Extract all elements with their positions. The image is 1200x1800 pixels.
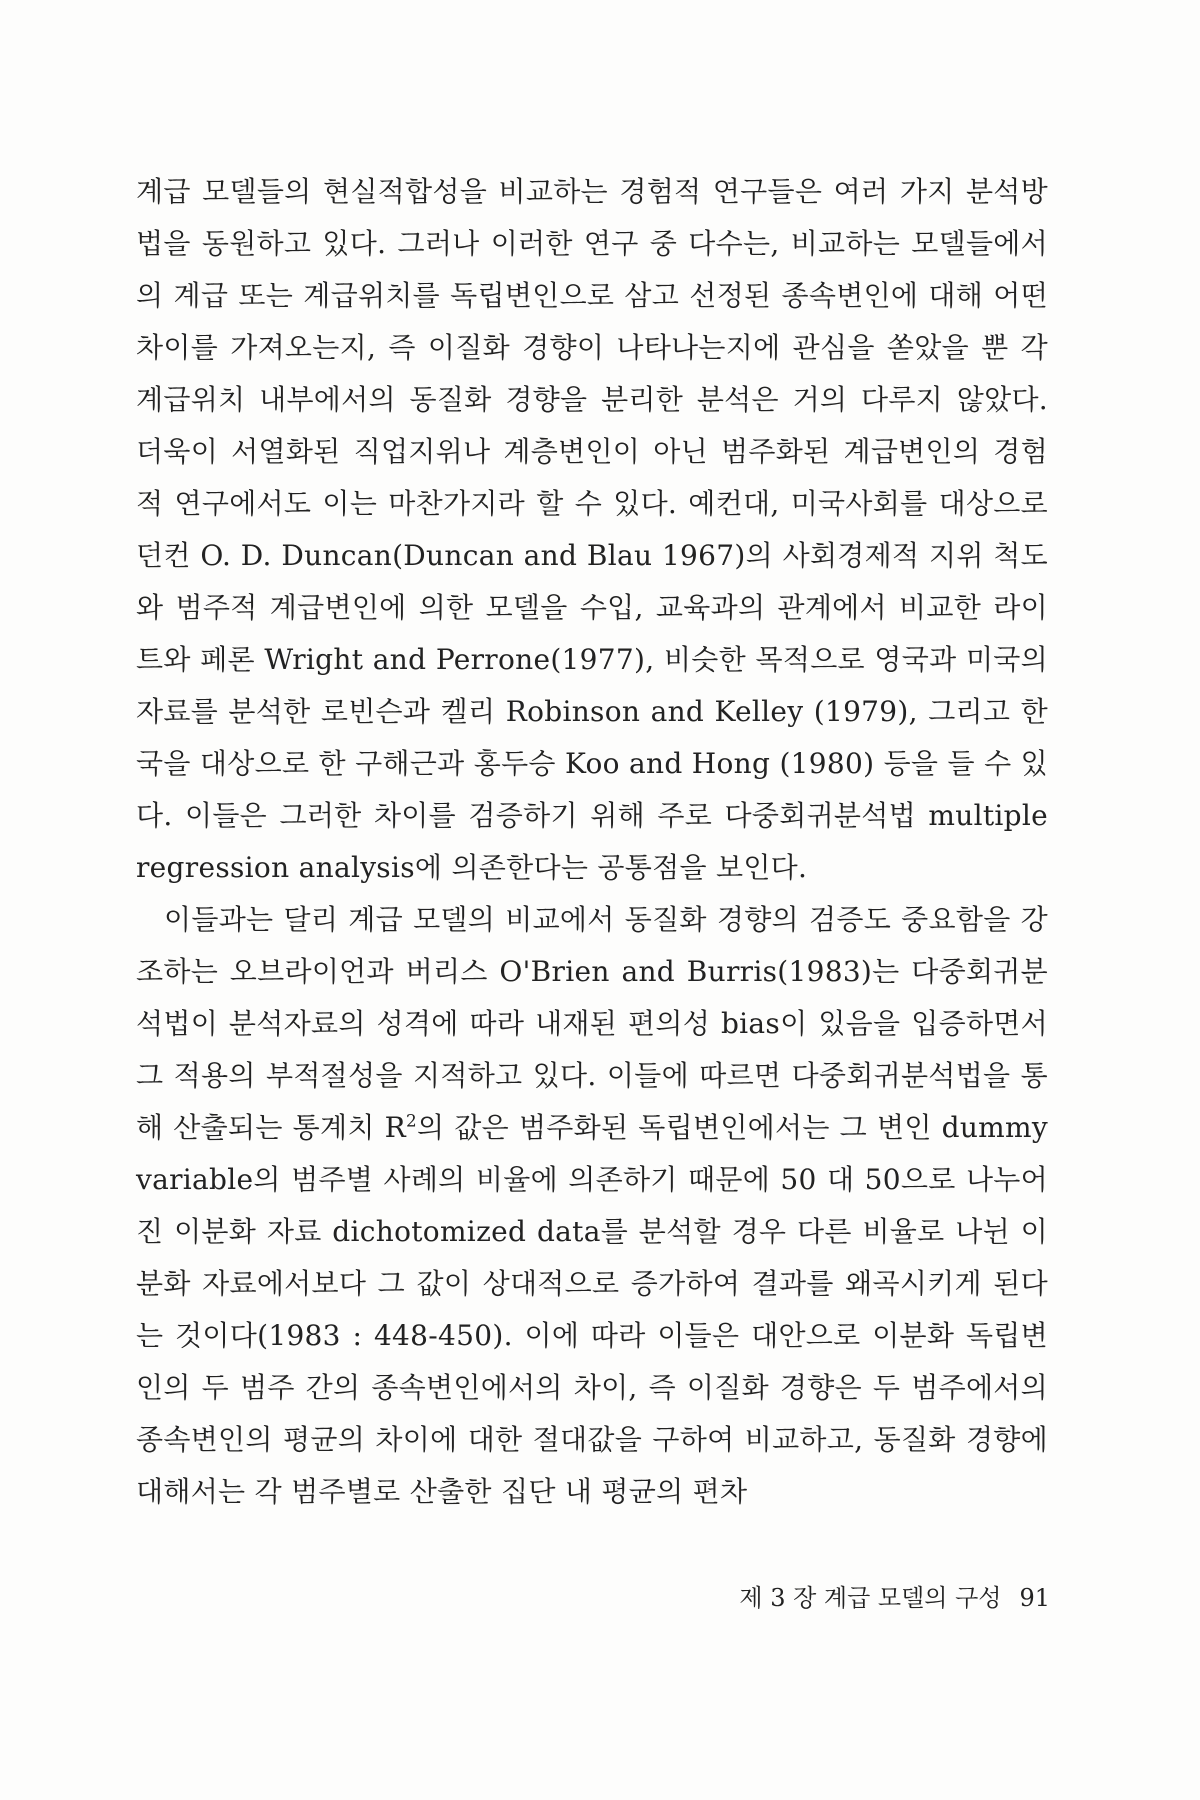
superscript-2: 2 bbox=[406, 1110, 417, 1131]
page-footer bbox=[660, 1578, 1050, 1613]
body-text bbox=[136, 166, 1048, 1518]
page-number: 91 bbox=[1019, 1584, 1050, 1612]
paragraph-2 bbox=[136, 894, 1048, 1518]
paragraph-2-text-a: 이들과는 달리 계급 모델의 비교에서 동질화 경향의 검증도 중요함을 강조하는 오브라이언과 버리스 O'Brien and Burris(1983)는 다중회귀분석법이 분석자료의 성격에 따라 내재된 편의성 bias이 있음을 입증하면서 그 적용의 부적절성을 지적하고 있다. 이들에 따르면 다중회귀분석법을 통해 산출되는 통계치 R bbox=[136, 903, 1048, 1144]
paragraph-1: 계급 모델들의 현실적합성을 비교하는 경험적 연구들은 여러 가지 분석방법을 동원하고 있다. 그러나 이러한 연구 중 다수는, 비교하는 모델들에서의 계급 또는 계급위치를 독립변인으로 삼고 선정된 종속변인에 대해 어떤 차이를 가져오는지, 즉 이질화 경향이 나타나는지에 관심을 쏟았을 뿐 각 계급위치 내부에서의 동질화 경향을 분리한 분석은 거의 다루지 않았다. 더욱이 서열화된 직업지위나 계층변인이 아닌 범주화된 계급변인의 경험적 연구에서도 이는 마찬가지라 할 수 있다. 예컨대, 미국사회를 대상으로 던컨 O. D. Duncan(Duncan and Blau 1967)의 사회경제적 지위 척도와 범주적 계급변인에 의한 모델을 수입, 교육과의 관계에서 비교한 라이트와 페론 Wright and Perrone(1977), 비슷한 목적으로 영국과 미국의 자료를 분석한 로빈슨과 켈리 Robinson and Kelley (1979), 그리고 한국을 대상으로 한 구해근과 홍두승 Koo and Hong (1980) 등을 들 수 있다. 이들은 그러한 차이를 검증하기 위해 주로 다중회귀분석법 multiple regression analysis에 의존한다는 공통점을 보인다. bbox=[136, 175, 1048, 884]
paragraph-2-text-b: 의 값은 범주화된 독립변인에서는 그 변인 dummy variable의 범주별 사례의 비율에 의존하기 때문에 50 대 50으로 나누어진 이분화 자료 dichotomized data를 분석할 경우 다른 비율로 나뉜 이분화 자료에서보다 그 값이 상대적으로 증가하여 결과를 왜곡시키게 된다는 것이다(1983 : 448-450). 이에 따라 이들은 대안으로 이분화 독립변인의 두 범주 간의 종속변인에서의 차이, 즉 이질화 경향은 두 범주에서의 종속변인의 평균의 차이에 대한 절대값을 구하여 비교하고, 동질화 경향에 대해서는 각 범주별로 산출한 집단 내 평균의 편차 bbox=[136, 1111, 1048, 1508]
running-head: 제 3 장 계급 모델의 구성 bbox=[739, 1584, 1002, 1612]
